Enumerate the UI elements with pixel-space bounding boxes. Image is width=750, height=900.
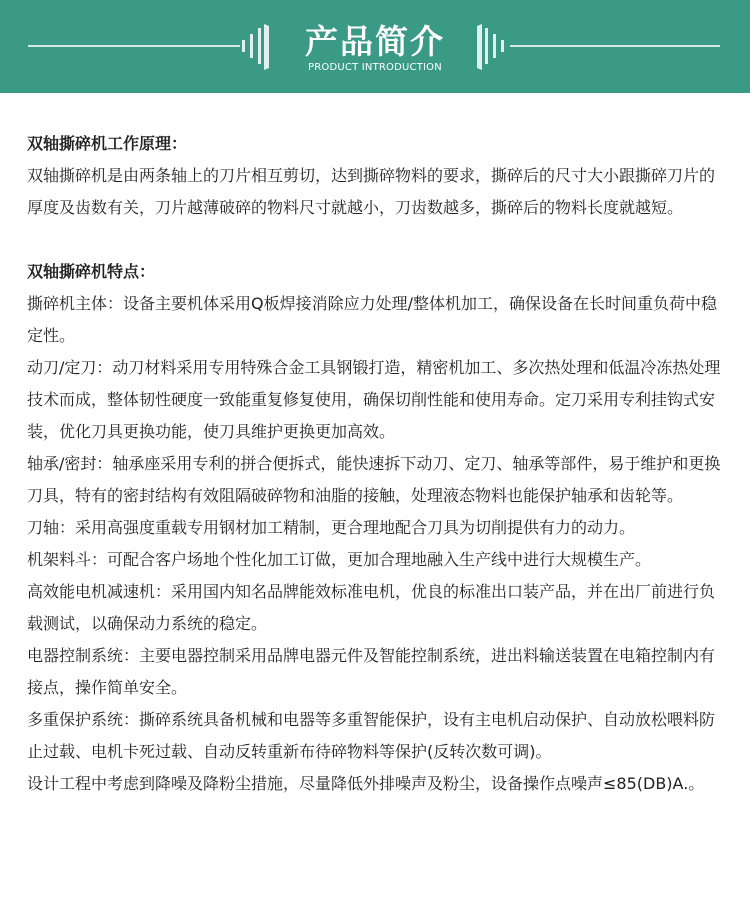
principle-text: 双轴撕碎机是由两条轴上的刀片相互剪切，达到撕碎物料的要求，撕碎后的尺寸大小跟撕碎刀片的厚度及齿数有关，刀片越薄破碎的物料尺寸就越小，刀齿数越多，撕碎后的物料长度就越短。 [27, 166, 716, 217]
page-title: 产品简介 [305, 22, 445, 61]
feature-item: 设计工程中考虑到降噪及降粉尘措施，尽量降低外排噪声及粉尘，设备操作点噪声≤85(DB)A.。 [27, 774, 705, 793]
right-bars-decoration-icon [476, 24, 506, 70]
feature-item: 撕碎机主体：设备主要机体采用Q板焊接消除应力处理/整体机加工，确保设备在长时间重负荷中稳定性。 [27, 294, 717, 345]
header-banner [0, 0, 750, 93]
feature-item: 刀轴：采用高强度重载专用钢材加工精制，更合理地配合刀具为切削提供有力的动力。 [27, 518, 636, 537]
feature-item: 轴承/密封：轴承座采用专利的拼合便拆式，能快速拆下动刀、定刀、轴承等部件，易于维护和更换刀具，特有的密封结构有效阻隔破碎物和油脂的接触，处理液态物料也能保护轴承和齿轮等。 [27, 454, 721, 505]
right-divider-line [510, 45, 720, 47]
feature-item: 高效能电机减速机：采用国内知名品牌能效标准电机，优良的标准出口装产品，并在出厂前进行负载测试，以确保动力系统的稳定。 [27, 582, 716, 633]
page-subtitle: PRODUCT INTRODUCTION [308, 62, 442, 73]
feature-item: 多重保护系统：撕碎系统具备机械和电器等多重智能保护，设有主电机启动保护、自动放松喂料防止过载、电机卡死过载、自动反转重新布待碎物料等保护(反转次数可调)。 [27, 710, 716, 761]
feature-item: 动刀/定刀：动刀材料采用专用特殊合金工具钢锻打造，精密机加工、多次热处理和低温冷冻热处理技术而成，整体韧性硬度一致能重复修复使用，确保切削性能和使用寿命。定刀采用专利挂钩式安装，优化刀具更换功能，使刀具维护更换更加高效。 [27, 358, 721, 441]
feature-item: 电器控制系统：主要电器控制采用品牌电器元件及智能控制系统，进出料输送装置在电箱控制内有接点，操作简单安全。 [27, 646, 716, 697]
product-description [27, 128, 727, 800]
principle-heading: 双轴撕碎机工作原理： [27, 134, 188, 153]
features-heading: 双轴撕碎机特点： [27, 262, 156, 281]
section-spacer [27, 224, 727, 256]
feature-item: 机架料斗：可配合客户场地个性化加工订做，更加合理地融入生产线中进行大规模生产。 [27, 550, 652, 569]
